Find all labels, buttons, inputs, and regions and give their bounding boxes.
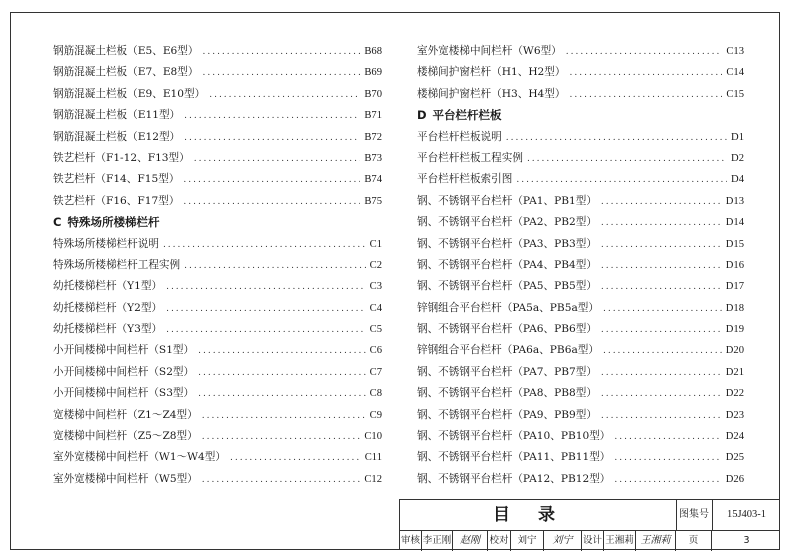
toc-entry-title: 平台栏杆栏板工程实例	[417, 151, 523, 164]
dot-leader	[603, 341, 722, 362]
toc-entry-title: 铁艺栏杆（F16、F17型）	[53, 194, 180, 207]
toc-entry-page: D2	[731, 152, 744, 164]
toc-entry-page: C10	[364, 431, 382, 443]
toc-entry-page: D4	[731, 174, 744, 186]
toc-entry	[417, 469, 744, 490]
toc-entry-page: C12	[364, 473, 382, 485]
toc-entry-page: B70	[364, 88, 382, 100]
toc-entry-title: 钢、不锈钢平台栏杆（PA4、PB4型）	[417, 258, 597, 271]
toc-entry-title: 特殊场所楼梯栏杆说明	[53, 237, 159, 250]
toc-entry-title: 钢、不锈钢平台栏杆（PA8、PB8型）	[417, 387, 597, 400]
toc-entry	[417, 362, 744, 383]
toc-entry-page: B68	[364, 46, 382, 57]
toc-entry-title: 宽楼梯中间栏杆（Z1～Z4型）	[53, 408, 198, 421]
page-label: 页	[676, 530, 712, 551]
toc-entry	[417, 383, 744, 404]
checker-name: 刘宁	[511, 530, 544, 551]
toc-entry-page: B69	[364, 67, 382, 79]
toc-left-column	[53, 41, 382, 490]
section-letter: C	[53, 215, 62, 230]
dot-leader	[209, 85, 360, 106]
sheet-title: 目录	[400, 500, 677, 530]
toc-entry-title: 钢、不锈钢平台栏杆（PA6、PB6型）	[417, 323, 597, 336]
toc-entry-page: D25	[725, 452, 744, 464]
toc-entry-title: 室外宽楼梯中间栏杆（W6型）	[417, 45, 562, 57]
dot-leader	[163, 235, 366, 256]
toc-entry-title: 钢筋混凝土栏板（E12型）	[53, 130, 181, 143]
toc-entry	[53, 426, 382, 447]
dot-leader	[570, 85, 723, 106]
dot-leader	[566, 42, 723, 63]
toc-entry-page: D22	[725, 388, 744, 400]
dot-leader	[601, 384, 722, 405]
toc-entry-title: 钢、不锈钢平台栏杆（PA12、PB12型）	[417, 472, 611, 485]
toc-entry-page: D26	[725, 473, 744, 485]
toc-entry-title: 钢、不锈钢平台栏杆（PA9、PB9型）	[417, 408, 597, 421]
toc-entry-page: C14	[726, 67, 744, 79]
toc-entry	[417, 276, 744, 297]
dot-leader	[202, 42, 360, 63]
toc-entry	[417, 148, 744, 169]
toc-entry-title: 幼托楼梯栏杆（Y2型）	[53, 301, 163, 314]
toc-entry	[53, 169, 382, 190]
toc-entry-title: 锌钢组合平台栏杆（PA5a、PB5a型）	[417, 301, 599, 314]
toc-entry-page: B75	[364, 195, 382, 207]
toc-entry-page: D16	[725, 259, 744, 271]
section-title: 平台栏杆栏板	[432, 108, 502, 123]
dot-leader	[184, 256, 366, 277]
toc-entry	[53, 62, 382, 83]
toc-entry	[53, 127, 382, 148]
toc-entry-page: D19	[725, 324, 744, 336]
toc-entry-page: B71	[364, 110, 382, 122]
title-block	[399, 499, 780, 550]
dot-leader	[614, 448, 721, 469]
dot-leader	[166, 299, 366, 320]
toc-entry	[53, 255, 382, 276]
toc-entry-page: D23	[725, 409, 744, 421]
toc-entry-page: D24	[725, 431, 744, 443]
toc-right-column	[417, 41, 744, 490]
dot-leader	[202, 63, 360, 84]
toc-entry-title: 钢、不锈钢平台栏杆（PA1、PB1型）	[417, 194, 597, 207]
dot-leader	[230, 448, 361, 469]
dot-leader	[614, 427, 721, 448]
dot-leader	[183, 170, 360, 191]
toc-entry-page: C7	[369, 366, 382, 378]
page-number: 3	[743, 535, 750, 546]
toc-entry	[417, 298, 744, 319]
dot-leader	[570, 63, 723, 84]
toc-entry-page: C6	[369, 345, 382, 357]
toc-entry-title: 室外宽楼梯中间栏杆（W5型）	[53, 472, 198, 485]
dot-leader	[202, 470, 361, 491]
toc-entry	[417, 405, 744, 426]
checker-signature: 刘宁	[544, 530, 582, 551]
dot-leader	[198, 341, 366, 362]
toc-entry-page: B73	[364, 152, 382, 164]
toc-entry-page: D17	[725, 281, 744, 293]
toc-entry-title: 宽楼梯中间栏杆（Z5～Z8型）	[53, 430, 198, 443]
check-label: 校对	[488, 530, 511, 551]
dot-leader	[601, 256, 722, 277]
toc-entry	[53, 447, 382, 468]
toc-entry-page: D1	[731, 131, 744, 143]
toc-entry-page: D18	[725, 302, 744, 314]
toc-entry-title: 钢、不锈钢平台栏杆（PA2、PB2型）	[417, 216, 597, 229]
dot-leader	[603, 299, 722, 320]
toc-entry-title: 平台栏杆栏板索引图	[417, 173, 513, 186]
design-label: 设计	[582, 530, 604, 551]
toc-entry-page: D14	[725, 217, 744, 229]
dot-leader	[184, 128, 360, 149]
toc-entry-title: 楼梯间护窗栏杆（H3、H4型）	[417, 87, 566, 100]
toc-entry-title: 钢筋混凝土栏板（E5、E6型）	[53, 45, 199, 57]
dot-leader	[601, 277, 722, 298]
designer-name: 王湘莉	[604, 530, 636, 551]
toc-entry	[53, 105, 382, 126]
toc-entry-title: 钢、不锈钢平台栏杆（PA3、PB3型）	[417, 237, 597, 250]
toc-entry-title: 特殊场所楼梯栏杆工程实例	[53, 258, 181, 271]
toc-entry	[53, 84, 382, 105]
dot-leader	[601, 192, 722, 213]
reviewer-signature: 赵刚	[453, 530, 488, 551]
toc-entry	[417, 255, 744, 276]
toc-entry-page: C1	[369, 238, 382, 250]
dot-leader	[166, 277, 366, 298]
toc-entry-page: C4	[369, 302, 382, 314]
toc-entry	[53, 276, 382, 297]
toc-entry-title: 钢、不锈钢平台栏杆（PA10、PB10型）	[417, 430, 611, 443]
toc-entry	[417, 191, 744, 212]
section-letter: D	[417, 108, 427, 123]
toc-entry-title: 铁艺栏杆（F1-12、F13型）	[53, 151, 190, 164]
toc-entry	[417, 84, 744, 105]
dot-leader	[202, 406, 366, 427]
toc-entry	[53, 319, 382, 340]
toc-entry	[53, 405, 382, 426]
dot-leader	[194, 149, 361, 170]
dot-leader	[527, 149, 727, 170]
dot-leader	[614, 470, 721, 491]
toc-entry	[417, 340, 744, 361]
toc-entry-page: B74	[364, 174, 382, 186]
dot-leader	[601, 320, 722, 341]
toc-entry-page: B72	[364, 131, 382, 143]
dot-leader	[516, 170, 727, 191]
toc-entry-title: 钢筋混凝土栏板（E9、E10型）	[53, 87, 206, 100]
toc-entry-title: 室外宽楼梯中间栏杆（W1～W4型）	[53, 451, 226, 464]
dot-leader	[166, 320, 366, 341]
dot-leader	[198, 384, 366, 405]
toc-entry	[53, 469, 382, 490]
dot-leader	[198, 363, 366, 384]
dot-leader	[184, 106, 360, 127]
toc-entry	[53, 340, 382, 361]
title-block-top-row	[400, 500, 780, 531]
toc-entry	[53, 234, 382, 255]
toc-entry	[53, 191, 382, 212]
toc-entry-title: 钢、不锈钢平台栏杆（PA5、PB5型）	[417, 280, 597, 293]
toc-entry-title: 小开间楼梯中间栏杆（S3型）	[53, 387, 195, 400]
toc-entry-page: C15	[726, 88, 744, 100]
toc-entry-page: C13	[726, 46, 744, 57]
dot-leader	[601, 235, 722, 256]
dot-leader	[601, 406, 722, 427]
toc-entry	[417, 41, 744, 62]
toc-entry-title: 锌钢组合平台栏杆（PA6a、PB6a型）	[417, 344, 599, 357]
toc-entry-page: C3	[369, 281, 382, 293]
reviewer-name: 李正刚	[422, 530, 453, 551]
toc-entry	[417, 127, 744, 148]
toc-entry-title: 铁艺栏杆（F14、F15型）	[53, 173, 180, 186]
toc-entry-title: 钢、不锈钢平台栏杆（PA7、PB7型）	[417, 365, 597, 378]
section-title: 特殊场所楼梯栏杆	[67, 215, 160, 230]
toc-entry-title: 小开间楼梯中间栏杆（S2型）	[53, 365, 195, 378]
toc-entry	[417, 62, 744, 83]
atlas-number-label: 图集号	[676, 500, 713, 530]
toc-entry-title: 小开间楼梯中间栏杆（S1型）	[53, 344, 195, 357]
designer-signature: 王湘莉	[636, 530, 676, 551]
toc-entry	[417, 447, 744, 468]
toc-entry	[53, 41, 382, 62]
toc-entry	[417, 319, 744, 340]
dot-leader	[601, 363, 722, 384]
toc-entry-title: 钢筋混凝土栏板（E7、E8型）	[53, 66, 199, 79]
toc-entry-title: 钢筋混凝土栏板（E11型）	[53, 109, 181, 122]
toc-entry	[417, 169, 744, 190]
toc-entry-page: D13	[725, 195, 744, 207]
toc-entry	[53, 383, 382, 404]
dot-leader	[506, 128, 727, 149]
toc-entry	[53, 298, 382, 319]
toc-entry-page: C8	[369, 388, 382, 400]
toc-entry	[417, 234, 744, 255]
toc-entry	[53, 148, 382, 169]
toc-entry-title: 平台栏杆栏板说明	[417, 130, 502, 143]
toc-entry-page: C5	[369, 324, 382, 336]
section-heading	[53, 212, 382, 233]
toc-entry-page: D21	[725, 366, 744, 378]
toc-entry-page: C9	[369, 409, 382, 421]
toc-entry	[53, 362, 382, 383]
toc-entry-page: C11	[364, 452, 382, 464]
section-heading	[417, 105, 744, 126]
atlas-number: 15J403-1	[726, 509, 767, 520]
title-block-signature-row	[400, 530, 780, 551]
toc-entry-title: 钢、不锈钢平台栏杆（PA11、PB11型）	[417, 451, 611, 464]
toc-entry-page: C2	[369, 259, 382, 271]
dot-leader	[202, 427, 361, 448]
toc-entry-page: D15	[725, 238, 744, 250]
toc-entry-title: 幼托楼梯栏杆（Y3型）	[53, 323, 163, 336]
dot-leader	[601, 213, 722, 234]
dot-leader	[183, 192, 360, 213]
review-label: 审核	[400, 530, 422, 551]
toc-entry-title: 楼梯间护窗栏杆（H1、H2型）	[417, 66, 566, 79]
toc-entry	[417, 212, 744, 233]
toc-entry-title: 幼托楼梯栏杆（Y1型）	[53, 280, 163, 293]
toc-entry-page: D20	[725, 345, 744, 357]
toc-entry	[417, 426, 744, 447]
